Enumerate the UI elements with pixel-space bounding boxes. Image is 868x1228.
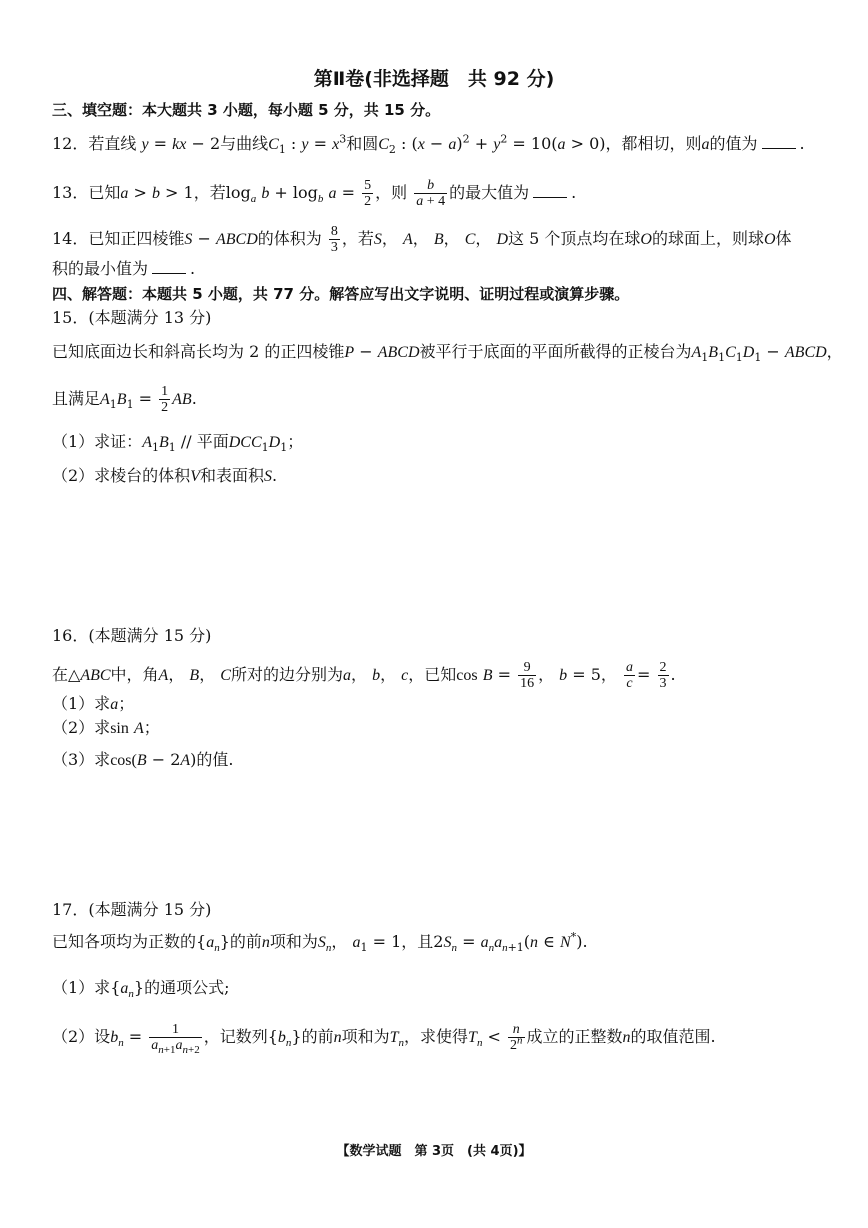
question-16-part-1: （1）求a； (52, 694, 135, 713)
question-15-part-1: （1）求证：$A_1B_1$ // 平面$DCC_1D_1$； (52, 432, 304, 455)
answer-blank-13 (533, 183, 567, 198)
question-15-condition: 且满足$A_1B_1$ = $\frac{1}{2}$ AB. (52, 384, 197, 415)
question-15-header: 15．(本题满分 13 分) (52, 308, 212, 327)
question-16-body: 在△ABC中，角A， B， C所对的边分别为a， b， c，已知cos B = $\frac{9}{16}$ ， b = 5， $\frac{a}{c}$ = $\frac{2}{3}$ . (52, 660, 676, 691)
question-17-header: 17．(本题满分 15 分) (52, 900, 212, 919)
question-17-part-2: （2）设$b_n$ = $\frac{1}{a_{n+1}a_{n+2}}$ ，记数列$\{b_n\}$的前n项和为$T_n$，求使得$T_n$ < $\frac{n}{2^n}$ 成立的正整数n的取值范围. (52, 1022, 716, 1056)
question-14-line2: 积的最小值为 . (52, 259, 196, 278)
question-15-body: 已知底面边长和斜高长均为 2 的正四棱锥P − ABCD被平行于底面的平面所截得的正棱台为$A_1B_1C_1D_1$ − ABCD， (52, 342, 843, 365)
question-12: 12．若直线 y = kx − 2与曲线$C_1$ : $y = x^3$和圆$C_2$ : $(x - a)^2 + y^2 = 10(a > 0)$，都相切，则a的值为 . (52, 132, 805, 157)
question-15-part-2: （2）求棱台的体积V和表面积S. (52, 466, 278, 485)
question-16-header: 16．(本题满分 15 分) (52, 626, 212, 645)
question-17-body: 已知各项均为正数的$\{a_n\}$的前n项和为$S_n$， $a_1 = 1$，且$2S_n = a_na_{n+1}(n$ ∈ N*). (52, 930, 588, 955)
section-4-heading: 四、解答题：本题共 5 小题，共 77 分。解答应写出文字说明、证明过程或演算步骤。 (52, 285, 630, 303)
answer-blank-14 (152, 259, 186, 274)
section-3-heading: 三、填空题：本大题共 3 小题，每小题 5 分，共 15 分。 (52, 101, 441, 119)
answer-blank-12 (762, 134, 796, 149)
page-title: 第Ⅱ卷(非选择题 共 92 分) (313, 68, 555, 90)
page-footer: 【数学试题 第 3页 (共 4页)】 (336, 1144, 532, 1159)
question-13: 13．已知a > b > 1，若$\log_a b + \log_b a$ = $\frac{5}{2}$ ，则 $\frac{b}{a + 4}$ 的最大值为 . (52, 178, 577, 209)
question-17-part-1: （1）求$\{a_n\}$的通项公式; (52, 978, 230, 1001)
question-14: 14．已知正四棱锥S − ABCD的体积为 $\frac{8}{3}$ ，若S， A， B， C， D这 5 个顶点均在球O的球面上，则球O体 (52, 224, 792, 255)
question-16-part-2: （2）求sin A； (52, 718, 160, 737)
question-16-part-3: （3）求cos(B − 2A)的值. (52, 750, 234, 769)
